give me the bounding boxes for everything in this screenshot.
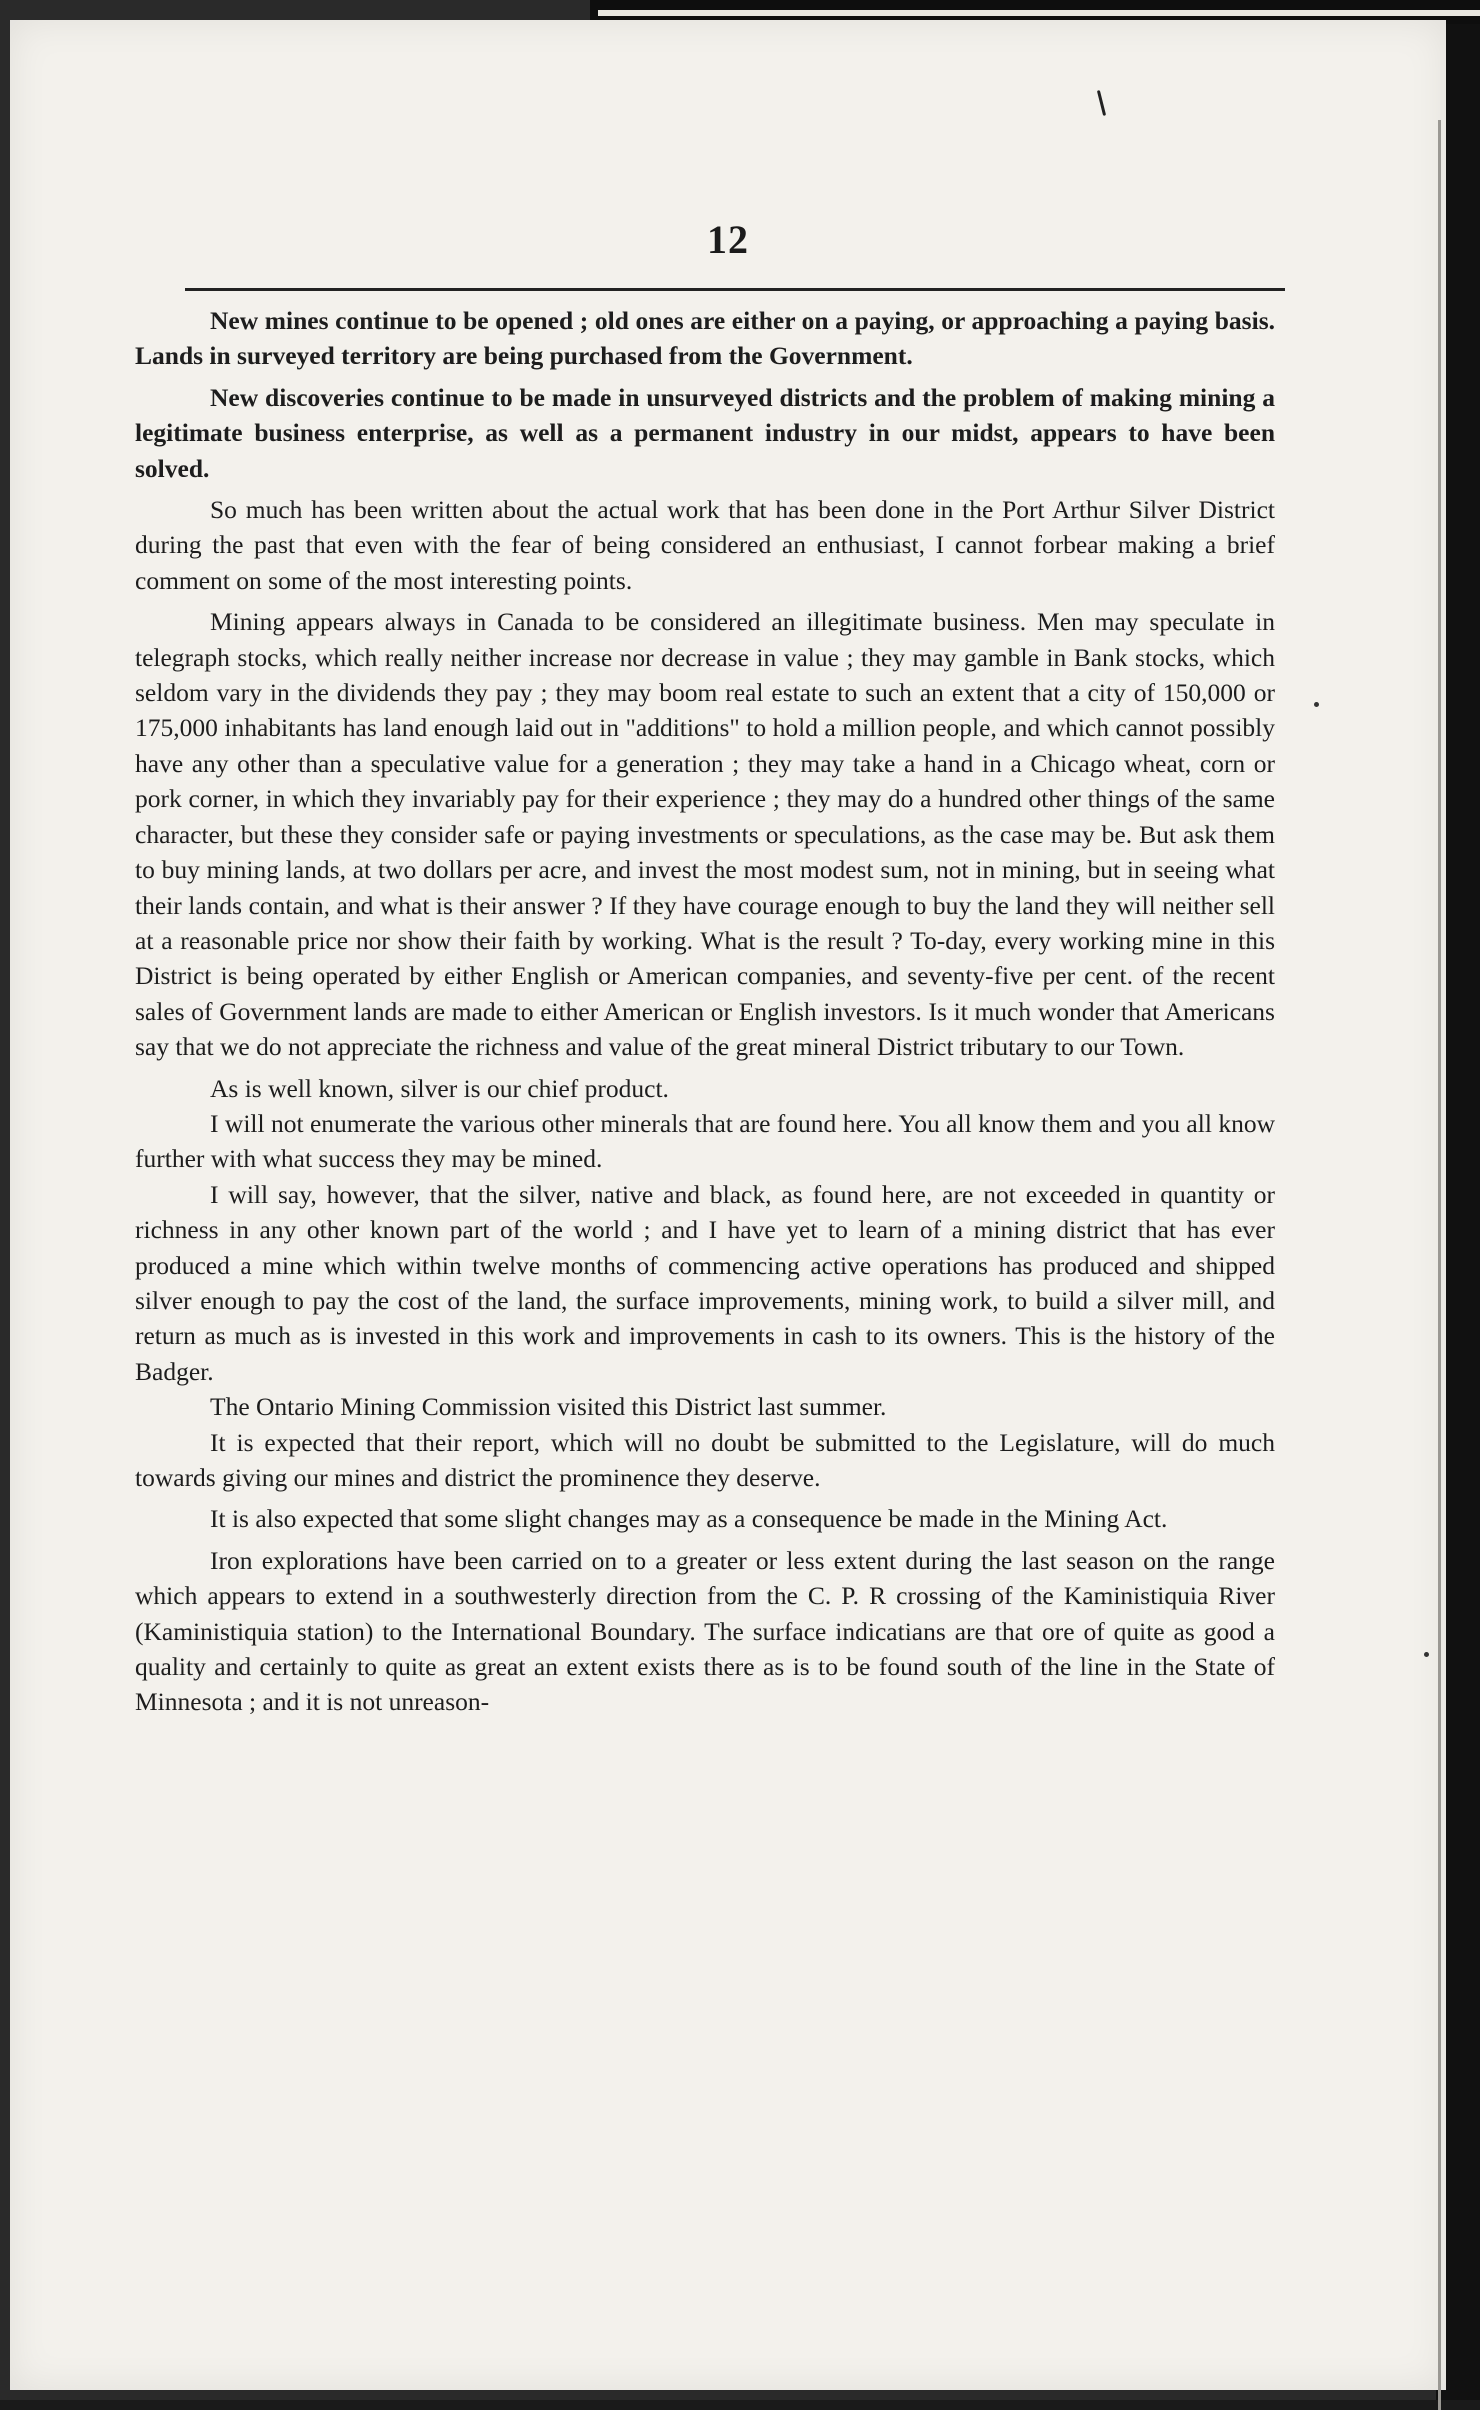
paragraph: I will say, however, that the silver, native and black, as found here, are not exceeded in quantity or richness in any other known part of the world ; and I have yet to learn of a mining district that has ever produced a mine which within twelve months of commencing active operations has produced and shipped silver enough to pay the cost of the land, the surface improvements, mining work, to build a silver mill, and return as much as is invested in this work and improvements in cash to its owners. This is the history of the Badger. <box>135 1179 1275 1386</box>
ink-speck <box>1314 702 1319 707</box>
paragraph: The Ontario Mining Commission visited this District last summer. <box>210 1392 887 1422</box>
document-page <box>10 20 1446 2390</box>
paragraph: So much has been written about the actual work that has been done in the Port Arthur Silver District during the past that even with the fear of being considered an enthusiast, I cannot forbear making a brief comment on some of the most interesting points. <box>135 495 1275 595</box>
paragraph: New mines continue to be opened ; old ones are either on a paying, or approaching a paying basis. Lands in surveyed territory are being purchased from the Government. <box>135 306 1275 371</box>
header-rule <box>185 288 1285 291</box>
paragraph: New discoveries continue to be made in unsurveyed districts and the problem of making mining a legitimate business enterprise, as well as a permanent industry in our midst, appears to have been solved. <box>135 382 1275 483</box>
scan-top-edge-paper <box>598 10 1480 16</box>
body-text <box>135 303 1275 1726</box>
paragraph: I will not enumerate the various other minerals that are found here. You all know them and you all know further with what success they may be mined. <box>135 1108 1275 1174</box>
ink-speck <box>1424 1652 1429 1657</box>
paragraph: It is expected that their report, which will no doubt be submitted to the Legislature, will do much towards giving our mines and district the prominence they deserve. <box>135 1427 1275 1492</box>
page-number: 12 <box>707 217 749 262</box>
page-fold-line <box>1438 120 1441 2410</box>
paragraph: Mining appears always in Canada to be considered an illegitimate business. Men may speculate in telegraph stocks, which really neither increase nor decrease in value ; they may gamble in Bank stocks, which seldom vary in the dividends they pay ; they may boom real estate to such an extent that a city of 150,000 or 175,000 inhabitants has land enough laid out in "additions" to hold a million people, and which cannot possibly have any other than a speculative value for a generation ; they may take a hand in a Chicago wheat, corn or pork corner, in which they invariably pay for their experience ; they may do a hundred other things of the same character, but these they consider safe or paying investments or speculations, as the case may be. But ask them to buy mining lands, at two dollars per acre, and invest the most modest sum, not in mining, but in seeing what their lands contain, and what is their answer ? If they have courage enough to buy the land they will neither sell at a reasonable price nor show their faith by working. What is the result ? To-day, every working mine in this District is being operated by either English or American companies, and seventy-five per cent. of the recent sales of Government lands are made to either American or English investors. Is it much wonder that Americans say that we do not appreciate the richness and value of the great mineral District tributary to our Town. <box>135 607 1275 1062</box>
paragraph: As is well known, silver is our chief product. <box>210 1073 669 1103</box>
paragraph: Iron explorations have been carried on to a greater or less extent during the last season on the range which appears to extend in a southwesterly direction from the C. P. R crossing of the Kaministiquia River (Kaministiquia station) to the International Boundary. The surface indicatians are that ore of quite as good a quality and certainly to quite as great an extent exists there as is to be found south of the line in the State of Minnesota ; and it is not unreason- <box>135 1545 1275 1717</box>
paragraph: It is also expected that some slight changes may as a consequence be made in the Mining Act. <box>210 1504 1168 1534</box>
ink-mark <box>1097 90 1106 116</box>
